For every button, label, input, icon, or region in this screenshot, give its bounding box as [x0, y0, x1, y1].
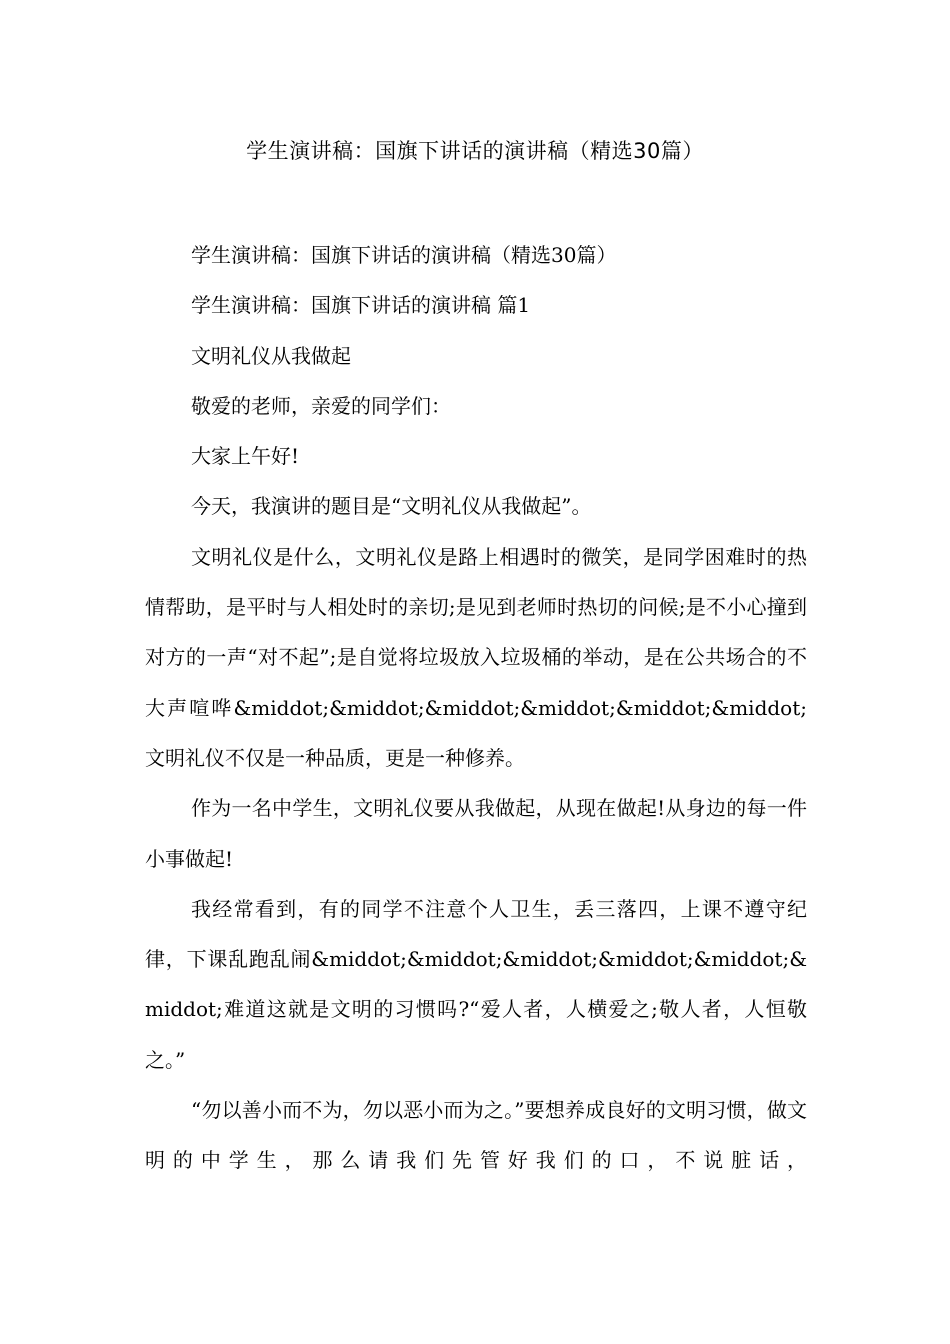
paragraph: 今天，我演讲的题目是“文明礼仪从我做起”。: [191, 494, 592, 519]
paragraph: 文明礼仪是什么，文明礼仪是路上相遇时的微笑，是同学困难时的热情帮助，是平时与人相处时的亲切;是见到老师时热切的问候;是不小心撞到对方的一声“对不起”;是自觉将垃圾放入垃圾桶的举动，是在公共场合的不大声喧哗&middot;&middot;&middot;&middot;&middot;&middot;文明礼仪不仅是一种品质，更是一种修养。: [145, 544, 807, 770]
paragraph: 作为一名中学生，文明礼仪要从我做起，从现在做起!从身边的每一件小事做起!: [145, 796, 807, 871]
paragraph: 我经常看到，有的同学不注意个人卫生，丢三落四，上课不遵守纪律，下课乱跑乱闹&middot;&middot;&middot;&middot;&middot;&middot;难道这就是文明的习惯吗?“爱人者，人横爱之;敬人者，人恒敬之。”: [145, 896, 807, 1072]
paragraph: 大家上午好!: [191, 444, 300, 469]
paragraph: 学生演讲稿：国旗下讲话的演讲稿（精选30篇）: [191, 243, 617, 267]
paragraph: “勿以善小而不为，勿以恶小而为之。”要想养成良好的文明习惯，做文明的中学生，那么请我们先管好我们的口，不说脏话，: [145, 1098, 807, 1173]
paragraph: 学生演讲稿：国旗下讲话的演讲稿 篇1: [191, 293, 531, 318]
document-body: [145, 230, 807, 1186]
paragraph: 文明礼仪从我做起: [191, 343, 351, 368]
paragraph: 敬爱的老师，亲爱的同学们：: [191, 393, 451, 418]
document-title: 学生演讲稿：国旗下讲话的演讲稿（精选30篇）: [246, 139, 704, 163]
